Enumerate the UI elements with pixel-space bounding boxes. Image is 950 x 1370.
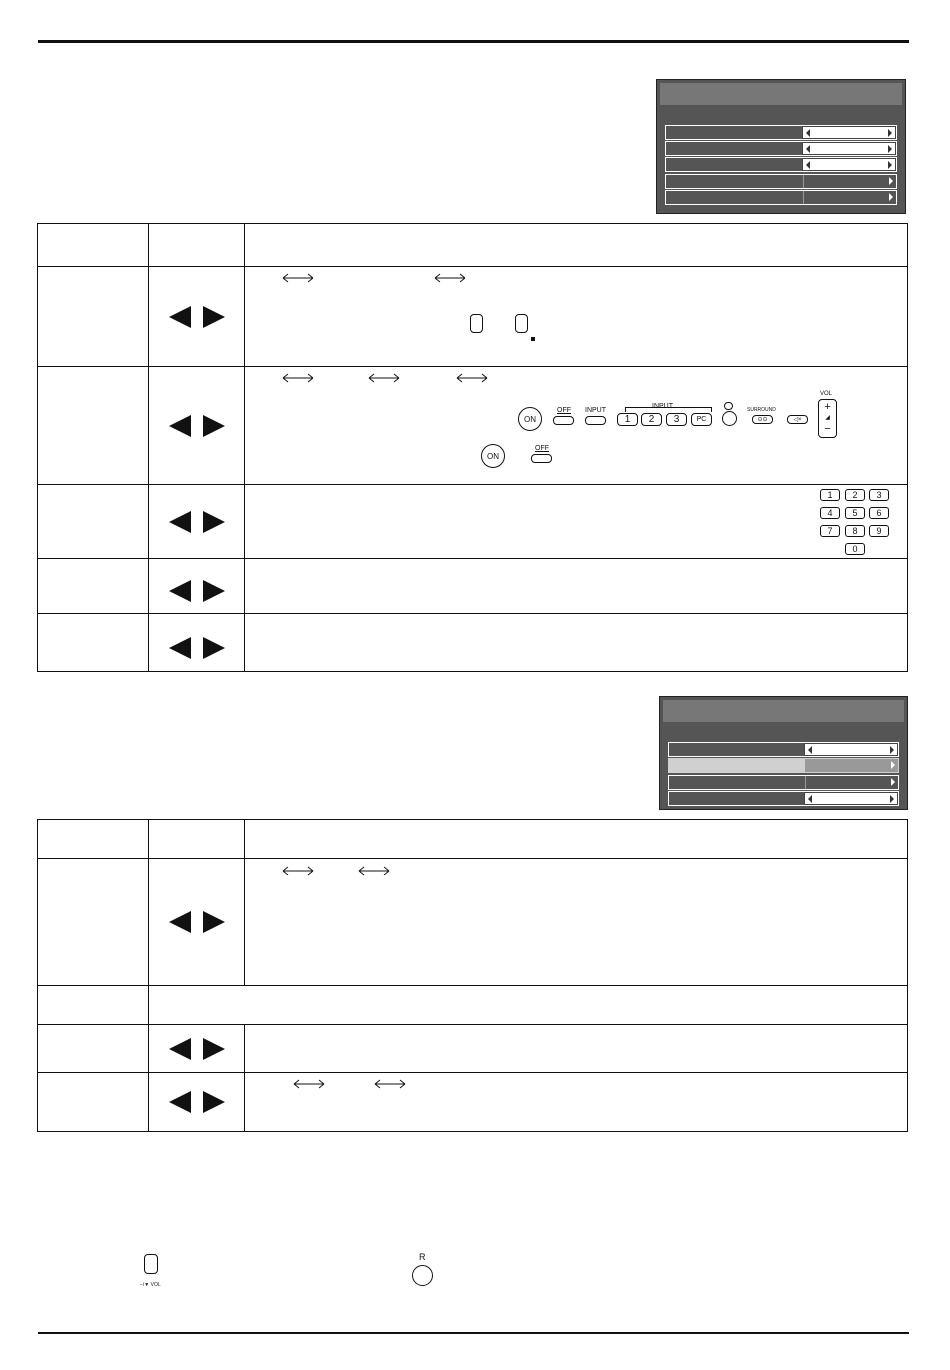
osd-value (803, 175, 896, 188)
table-header-row (38, 224, 908, 267)
left-triangle-icon (169, 580, 191, 602)
osd-row-highlighted (668, 758, 899, 773)
recall-icon (724, 402, 733, 410)
description-cell (245, 485, 908, 559)
table-row (38, 1073, 908, 1132)
double-headed-arrow-icon (281, 373, 315, 383)
header-cell (245, 224, 908, 267)
item-cell (38, 267, 149, 367)
osd-slider (802, 126, 896, 139)
double-headed-arrow-icon (292, 1079, 326, 1089)
description-cell (245, 367, 908, 485)
numeric-key: 6 (869, 507, 889, 519)
left-triangle-icon (169, 1038, 191, 1060)
mute-button-icon: ◁× (787, 415, 808, 424)
table-row (38, 559, 908, 614)
osd-row (665, 174, 897, 189)
operation-cell (149, 367, 245, 485)
off-label: OFF (535, 445, 549, 452)
double-headed-arrow-icon (433, 273, 467, 283)
right-triangle-icon (203, 911, 225, 933)
bottom-rule (38, 1332, 909, 1334)
left-small-icon (806, 161, 810, 169)
osd-row (665, 125, 897, 140)
item-cell (38, 1025, 149, 1073)
merged-cell (149, 986, 908, 1025)
input-group-label: INPUT (652, 403, 673, 410)
left-triangle-icon (169, 637, 191, 659)
right-triangle-icon (203, 637, 225, 659)
operation-cell (149, 559, 245, 614)
numeric-key: 2 (845, 489, 865, 501)
table-row (38, 1025, 908, 1073)
numeric-key: 7 (820, 525, 840, 537)
input-bracket-icon (625, 407, 712, 412)
osd-slider (804, 743, 898, 756)
description-cell (245, 267, 908, 367)
item-cell (38, 859, 149, 986)
off-label: OFF (557, 407, 571, 414)
input-1-button: 1 (617, 413, 638, 426)
right-small-icon (891, 761, 895, 769)
item-cell (38, 1073, 149, 1132)
operation-cell (149, 267, 245, 367)
operation-cell (149, 614, 245, 672)
right-triangle-icon (203, 415, 225, 437)
osd-value (803, 191, 896, 204)
description-cell (245, 614, 908, 672)
input-button-icon (585, 416, 606, 425)
osd-title-bar (660, 83, 902, 105)
left-triangle-icon (169, 306, 191, 328)
item-cell (38, 986, 149, 1025)
left-triangle-icon (169, 511, 191, 533)
osd-row (668, 791, 899, 806)
double-headed-arrow-icon (367, 373, 401, 383)
right-triangle-icon (203, 580, 225, 602)
numeric-key: 8 (845, 525, 865, 537)
description-cell (245, 1073, 908, 1132)
double-headed-arrow-icon (357, 866, 391, 876)
remote-key-icon (470, 314, 483, 333)
osd-slider (802, 142, 896, 155)
surround-button-icon: ⊙⊙ (752, 415, 773, 424)
osd-row (665, 157, 897, 172)
input-pc-button: PC (691, 413, 712, 426)
osd-value (805, 759, 898, 772)
left-small-icon (806, 129, 810, 137)
osd-menu-panel-2 (659, 696, 908, 810)
vol-label: VOL (820, 391, 833, 397)
top-rule (38, 40, 909, 43)
double-headed-arrow-icon (281, 273, 315, 283)
input-2-button: 2 (641, 413, 662, 426)
numeric-key: 3 (869, 489, 889, 501)
left-triangle-icon (169, 415, 191, 437)
osd-row (665, 190, 897, 205)
osd-row (668, 742, 899, 757)
input-3-button: 3 (666, 413, 687, 426)
r-label: R (419, 1252, 426, 1262)
operation-cell (149, 485, 245, 559)
osd-row (665, 141, 897, 156)
header-cell (149, 820, 245, 859)
right-small-icon (889, 177, 893, 185)
right-small-icon (888, 129, 892, 137)
numeric-key: 4 (820, 507, 840, 519)
left-small-icon (808, 795, 812, 803)
description-cell (245, 859, 908, 986)
item-cell (38, 559, 149, 614)
table-row (38, 485, 908, 559)
left-triangle-icon (169, 911, 191, 933)
left-small-icon (806, 145, 810, 153)
double-headed-arrow-icon (281, 866, 315, 876)
osd-slider (804, 792, 898, 805)
r-button-icon (412, 1265, 433, 1286)
numeric-key: 9 (869, 525, 889, 537)
on-button-icon: ON (518, 407, 542, 431)
osd-menu-panel-1 (656, 79, 906, 214)
table-header-row (38, 820, 908, 859)
off-button-icon (553, 416, 574, 425)
numeric-key: 5 (845, 507, 865, 519)
input-label: INPUT (585, 407, 606, 414)
operation-cell (149, 1073, 245, 1132)
settings-table-2 (37, 819, 908, 1132)
double-headed-arrow-icon (455, 373, 489, 383)
table-row (38, 859, 908, 986)
numeric-key: 0 (845, 543, 865, 555)
table-row (38, 986, 908, 1025)
numeric-key: 1 (820, 489, 840, 501)
header-cell (149, 224, 245, 267)
right-triangle-icon (203, 306, 225, 328)
osd-title-bar (663, 700, 904, 722)
recall-button-icon (722, 411, 737, 426)
right-small-icon (890, 795, 894, 803)
header-cell (38, 224, 149, 267)
right-small-icon (891, 778, 895, 786)
remote-key-icon (515, 314, 528, 333)
right-small-icon (888, 145, 892, 153)
right-small-icon (888, 161, 892, 169)
table-row (38, 367, 908, 485)
item-cell (38, 367, 149, 485)
vol-rocker-icon: + ◢ − (818, 399, 837, 438)
remote-key-icon (144, 1254, 158, 1274)
description-cell (245, 559, 908, 614)
header-cell (245, 820, 908, 859)
off-button-icon (531, 454, 552, 463)
header-cell (38, 820, 149, 859)
right-small-icon (889, 193, 893, 201)
left-small-icon (808, 746, 812, 754)
operation-cell (149, 1025, 245, 1073)
osd-value (805, 776, 898, 789)
right-triangle-icon (203, 1038, 225, 1060)
dot-icon (531, 337, 535, 341)
description-cell (245, 1025, 908, 1073)
left-triangle-icon (169, 1091, 191, 1113)
osd-slider (802, 158, 896, 171)
vol-down-label: −/▼ VOL (140, 1282, 161, 1288)
operation-cell (149, 859, 245, 986)
right-small-icon (890, 746, 894, 754)
double-headed-arrow-icon (373, 1079, 407, 1089)
item-cell (38, 485, 149, 559)
surround-label: SURROUND (747, 407, 776, 413)
right-triangle-icon (203, 511, 225, 533)
item-cell (38, 614, 149, 672)
right-triangle-icon (203, 1091, 225, 1113)
on-button-icon: ON (481, 444, 505, 468)
table-row (38, 614, 908, 672)
settings-table-1 (37, 223, 908, 672)
osd-row (668, 775, 899, 790)
table-row (38, 267, 908, 367)
